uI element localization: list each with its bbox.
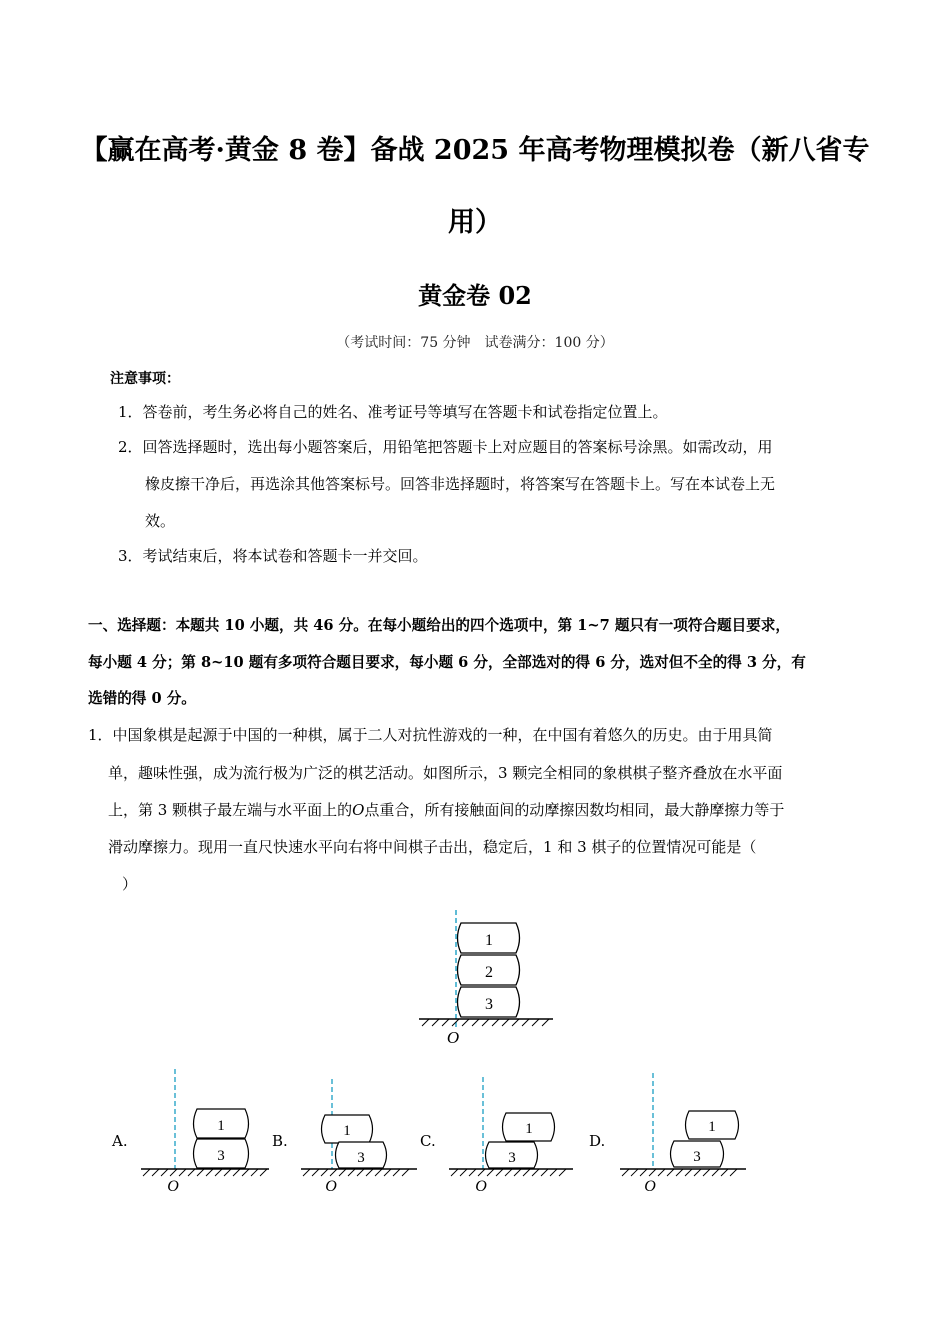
svg-text:1: 1 [485,932,493,949]
notice-item-2-cont: 橡皮擦干净后，再选涂其他答案标号。回答非选择题时，将答案写在答题卡上。写在本试卷上无 [145,475,776,493]
piece-1 [458,923,520,953]
section-heading-line-2: 每小题 4 分；第 8~10 题有多项符合题目要求，每小题 6 分，全部选对的得 6 分，选对但不全的得 3 分，有 [88,654,806,671]
page-title-line-1: 【赢在高考·黄金 8 卷】备战 2025 年高考物理模拟卷（新八省专 [80,135,870,166]
piece-2 [458,955,520,985]
question-1-line-3 [108,800,784,820]
option-c-piece-1 [503,1113,555,1141]
option-a-piece-3 [194,1139,249,1168]
option-d-piece-1 [686,1111,739,1139]
svg-text:1: 1 [708,1119,716,1135]
point-o-label: O [352,801,365,819]
option-d-origin: O [644,1178,656,1195]
svg-text:2: 2 [485,964,493,981]
section-heading-line-1: 一、选择题：本题共 10 小题，共 46 分。在每小题给出的四个选项中，第 1~7 题只有一项符合题目要求， [88,617,790,634]
stacked-pieces-figure [405,900,565,1050]
option-a-figure [135,1065,275,1195]
option-d-figure [612,1065,752,1195]
notice-item-3: 3．考试结束后，将本试卷和答题卡一并交回。 [118,547,428,565]
question-1-line-5: ） [122,875,138,893]
option-d-label: D. [589,1132,606,1150]
origin-label: O [446,1028,460,1047]
option-a-piece-1 [194,1109,249,1138]
option-b-origin: O [325,1178,337,1195]
paper-subtitle: 黄金卷 02 [418,281,532,310]
page-title-line-2: 用） [448,207,502,238]
piece-3 [458,987,520,1017]
question-1-line-4: 滑动摩擦力。现用一直尺快速水平向右将中间棋子击出，稳定后，1 和 3 棋子的位置情况可能是（ [108,838,757,856]
option-b-figure [295,1065,425,1195]
exam-info: （考试时间：75 分钟 试卷满分：100 分） [336,335,614,351]
svg-text:3: 3 [508,1150,516,1166]
ground [419,1019,553,1026]
notice-item-2-end: 效。 [145,512,176,530]
svg-text:3: 3 [485,996,493,1013]
option-b-label: B. [272,1132,288,1150]
option-b-piece-3 [336,1142,387,1168]
option-a-label: A. [112,1132,128,1150]
svg-text:1: 1 [525,1121,533,1137]
svg-text:1: 1 [343,1123,351,1139]
option-a-origin: O [167,1178,179,1195]
option-c-figure [443,1065,583,1195]
question-1-line-3-b: 点重合，所有接触面间的动摩擦因数均相同，最大静摩擦力等于 [364,801,785,819]
option-d-piece-3 [671,1141,724,1167]
notice-item-1: 1．答卷前，考生务必将自己的姓名、准考证号等填写在答题卡和试卷指定位置上。 [118,403,668,421]
question-1-line-3-a: 上，第 3 颗棋子最左端与水平面上的 [108,801,353,819]
notice-item-2: 2．回答选择题时，选出每小题答案后，用铅笔把答题卡上对应题目的答案标号涂黑。如需改动，用 [118,438,773,456]
option-c-label: C. [420,1132,436,1150]
option-c-origin: O [475,1178,487,1195]
option-c-piece-3 [486,1142,538,1168]
question-1-line-1: 1．中国象棋是起源于中国的一种棋，属于二人对抗性游戏的一种，在中国有着悠久的历史。由于用具简 [88,726,773,744]
section-heading-line-3: 选错的得 0 分。 [88,690,196,707]
svg-text:3: 3 [693,1149,701,1165]
svg-text:3: 3 [357,1150,365,1166]
option-b-piece-1 [322,1115,373,1143]
question-1-line-2: 单，趣味性强，成为流行极为广泛的棋艺活动。如图所示，3 颗完全相同的象棋棋子整齐叠放在水平面 [108,764,783,782]
svg-text:1: 1 [217,1118,225,1134]
notice-heading: 注意事项： [110,371,180,387]
svg-text:3: 3 [217,1148,225,1164]
